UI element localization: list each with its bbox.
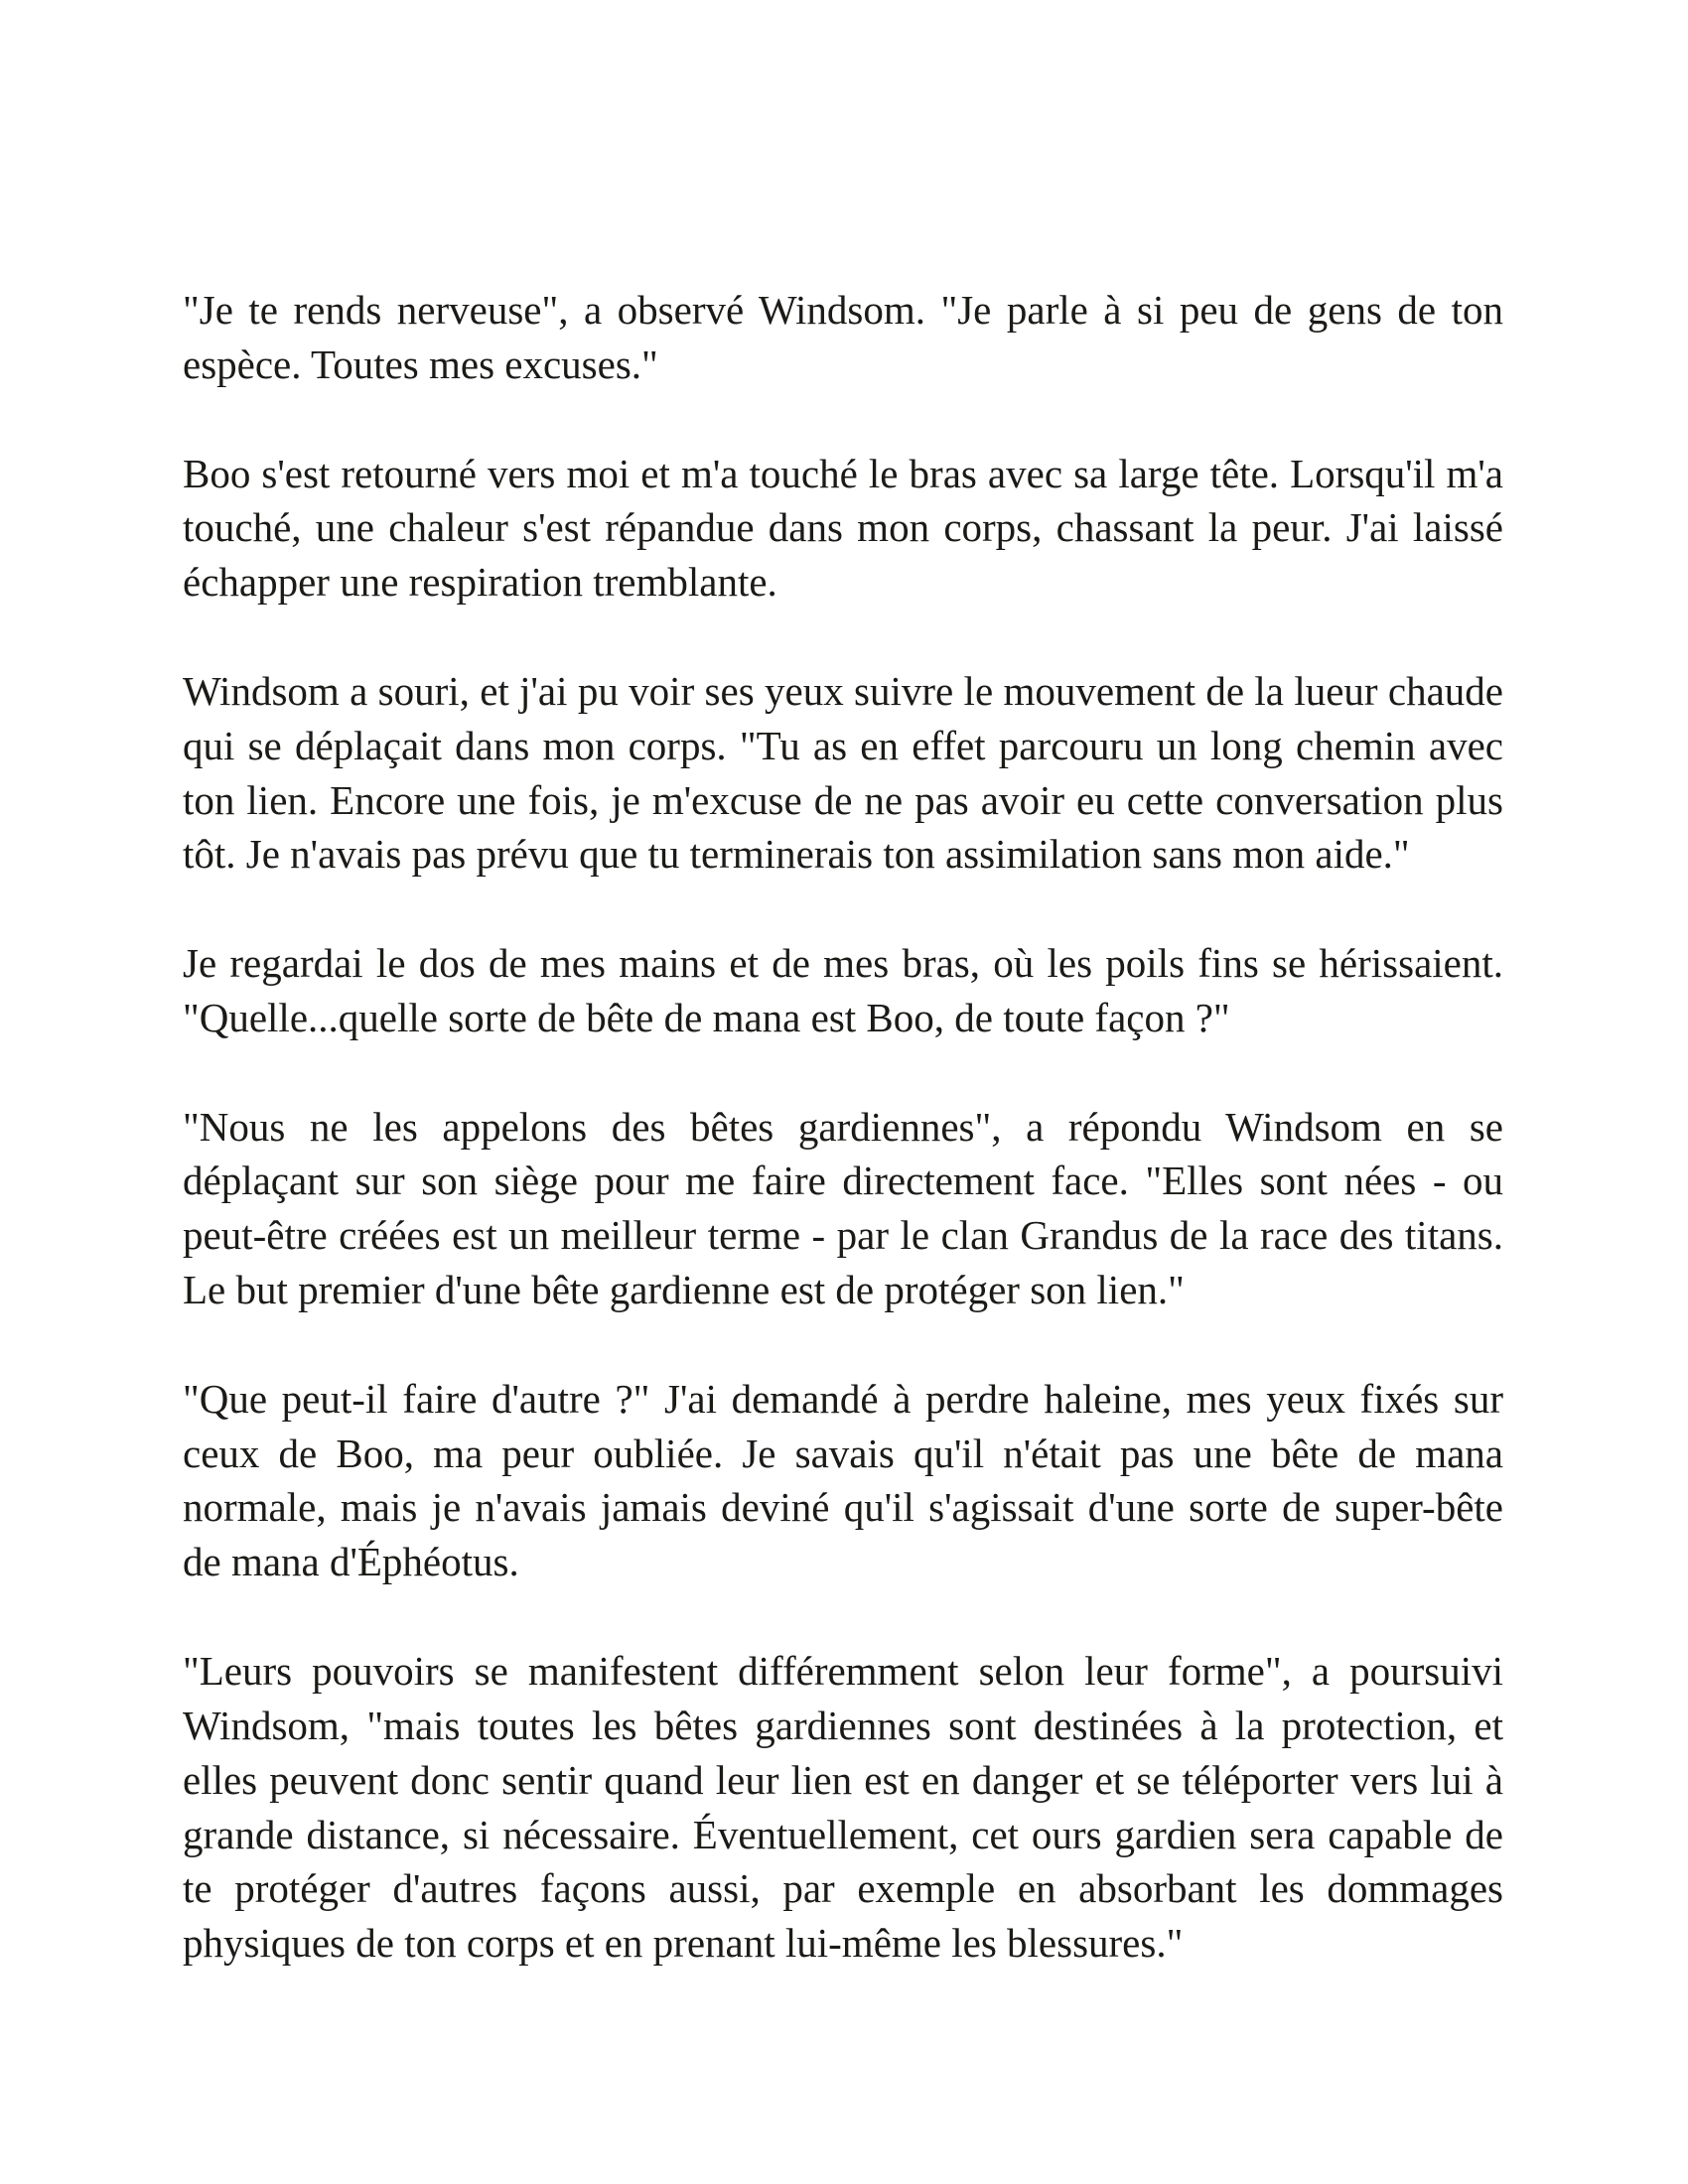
paragraph: Je regardai le dos de mes mains et de mes bras, où les poils fins se hérissaient. "Quelle...quelle sorte de bête de mana est Boo, de toute façon ?" [183,940,1503,1040]
paragraph: "Que peut-il faire d'autre ?" J'ai demandé à perdre haleine, mes yeux fixés sur ceux de Boo, ma peur oubliée. Je savais qu'il n'était pas une bête de mana normale, mais je n'avais jamais deviné qu'il s'agissait d'une sorte de super-bête de mana d'Éphéotus. [183,1375,1503,1585]
paragraph: Windsom a souri, et j'ai pu voir ses yeux suivre le mouvement de la lueur chaude qui se déplaçait dans mon corps. "Tu as en effet parcouru un long chemin avec ton lien. Encore une fois, je m'excuse de ne pas avoir eu cette conversation plus tôt. Je n'avais pas prévu que tu terminerais ton assimilation sans mon aide." [183,667,1503,878]
paragraph: "Nous ne les appelons des bêtes gardiennes", a répondu Windsom en se déplaçant sur son siège pour me faire directement face. "Elles sont nées - ou peut-être créées est un meilleur terme - par le clan Grandus de la race des titans. Le but premier d'une bête gardienne est de protéger son lien." [183,1103,1503,1313]
paragraph: Boo s'est retourné vers moi et m'a touché le bras avec sa large tête. Lorsqu'il m'a touché, une chaleur s'est répandue dans mon corps, chassant la peur. J'ai laissé échapper une respiration tremblante. [183,450,1503,606]
document-page [183,283,1503,1971]
paragraph: "Leurs pouvoirs se manifestent différemment selon leur forme", a poursuivi Windsom, "mais toutes les bêtes gardiennes sont destinées à la protection, et elles peuvent donc sentir quand leur lien est en danger et se téléporter vers lui à grande distance, si nécessaire. Éventuellement, cet ours gardien sera capable de te protéger d'autres façons aussi, par exemple en absorbant les dommages physiques de ton corps et en prenant lui-même les blessures." [183,1648,1503,1967]
paragraph: "Je te rends nerveuse", a observé Windsom. "Je parle à si peu de gens de ton espèce. Toutes mes excuses." [183,287,1503,387]
